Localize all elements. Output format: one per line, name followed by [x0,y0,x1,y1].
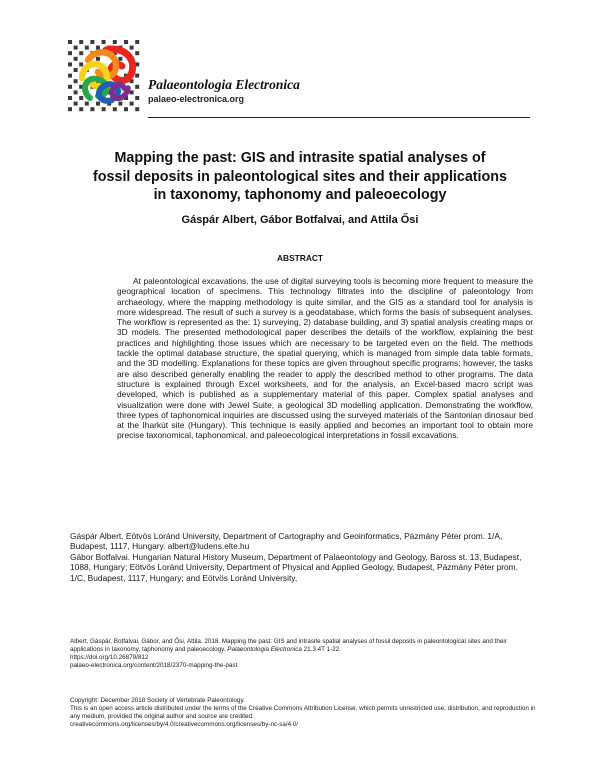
logo-dot [96,57,100,61]
copyright-line: Copyright: December 2018 Society of Vertebrate Paleontology. [70,697,245,704]
logo-dot [90,40,94,44]
title-line: fossil deposits in paleontological sites and their applications [93,168,507,185]
logo-dot [135,96,139,100]
logo-dot [74,46,78,50]
logo-dot [68,51,72,55]
journal-logo [66,38,144,114]
logo-dot [102,107,106,111]
citation-text: Albert, Gáspár, Botfalvai, Gábor, and Ősi, Attila. 2018. Mapping the past: GIS and intrasite spatial analyses of fossil deposits in paleontological sites and their applications in taxonomy, taphonomy and paleoecology. [70,638,507,654]
logo-dot [113,107,117,111]
logo-dot [85,46,89,50]
article-title [70,149,530,205]
logo-dot [90,107,94,111]
logo-dot [113,40,117,44]
affiliation-botfalvai: Gábor Botfalvai. Hungarian Natural History Museum, Department of Palaeontology and Geology, Baross st. 13, Budapest, 1088, Hungary; Eötvös Loránd University, Department of Physical and Applied Geology, Budapest, Pázmány Péter prom. 1/C, Budapest, 1117, Hungary; and Eötvös Loránd University, [70,551,522,583]
copyright-block [70,697,536,729]
logo-dot [102,40,106,44]
abstract-heading: ABSTRACT [276,253,324,263]
logo-dot [79,62,83,66]
citation-volume: 21.3.4T 1-22. [303,646,341,654]
logo-dot [79,40,83,44]
logo-dot [68,96,72,100]
logo-dot [68,74,72,78]
logo-dot [79,107,83,111]
citation-journal: Palaeontologia Electronica [227,646,302,654]
citation-url[interactable]: palaeo-electronica.org/content/2018/2370-mapping-the-past [70,662,238,670]
logo-dot [74,79,78,83]
logo-dot [74,68,78,72]
logo-dot [74,90,78,94]
logo-dot [85,102,89,106]
logo-dot [130,90,134,94]
citation-doi[interactable]: https://doi.org/10.26879/812 [70,654,149,662]
logo-dot [79,96,83,100]
logo-dot [118,102,122,106]
logo-dot [135,74,139,78]
logo-dot [124,40,128,44]
logo-dot [130,46,134,50]
logo-dot [74,102,78,106]
header-divider [148,117,530,118]
logo-dot [68,85,72,89]
affiliations [70,531,534,583]
author-list: Gáspár Albert, Gábor Botfalvai, and Attila Ősi [181,214,419,226]
abstract-text: At paleontological excavations, the use of digital surveying tools is becoming more frequent to measure the geographical location of specimens. This technology filtrates into the discipline of paleontology from archaeology, where the mapping methodology is quite similar, and the GIS as a standard tool for analysis is more widespread. The result of such a survey is a geodatabase, which forms the basis of subsequent analyses. The workflow is represented as the: 1) surveying, 2) database building, and 3) spatial analysis creating maps or 3D models. The presented methodological paper describes the details of the workflow, explaining the best practices and highlighting those issues which are necessary to be targeted even on the field. The methods tackle the optimal database structure, the spatial querying, which is managed from simple data table formats, and the 3D modelling. Explanations for these topics are given throughout specific programs; however, the tasks are also described generally enabling the reader to apply the described method to other programs. The data structure is explained through Excel worksheets, and for the analysis, an Excel-based macro script was developed, which is published as a supplementary material of this paper. Complex spatial analyses and visualization were done with Jewel Suite, a geological 3D modelling application. Demonstrating the workflow, three types of taphonomical inquiries are discussed using the surveyed materials of the Santonian dinosaur bed at the Iharkút site (Hungary). This technique is easily applied and becomes an important tool to obtain more precise taxonomical, taphonomical, and paleoecological interpretations in fossil excavations. [117,276,533,441]
logo-dot [68,62,72,66]
logo-dot [68,107,72,111]
logo-dot [135,107,139,111]
affiliation-albert: Gáspár Albert. Eötvös Loránd University, Department of Cartography and Geoinformatics, Pázmány Péter prom. 1/A, Budapest, 1117, Hungary. albert@ludens.elte.hu [70,531,503,552]
logo-dot [135,85,139,89]
logo-dot [79,51,83,55]
logo-dot [124,107,128,111]
citation-block [70,638,536,670]
title-line: in taxonomy, taphonomy and paleoecology [153,187,447,203]
license-text: This is an open access article distributed under the terms of the Creative Commons Attribution License, which permits unrestricted use, distribution, and reproduction in any medium, provided the original author and source are credited. [70,705,536,721]
logo-dot [68,40,72,44]
logo-dot [135,40,139,44]
logo-dot [96,46,100,50]
journal-url[interactable]: palaeo-electronica.org [148,94,245,104]
title-line: Mapping the past: GIS and intrasite spatial analyses of [114,150,486,166]
logo-dot [130,102,134,106]
logo-dot [135,51,139,55]
license-links[interactable]: creativecommons.org/licenses/by/4.0/creativecommons.org/licenses/by-nc-sa/4.0/ [70,721,299,729]
journal-name: Palaeontologia Electronica [148,77,300,92]
logo-dot [118,57,122,61]
logo-dot [96,102,100,106]
logo-dot [74,57,78,61]
